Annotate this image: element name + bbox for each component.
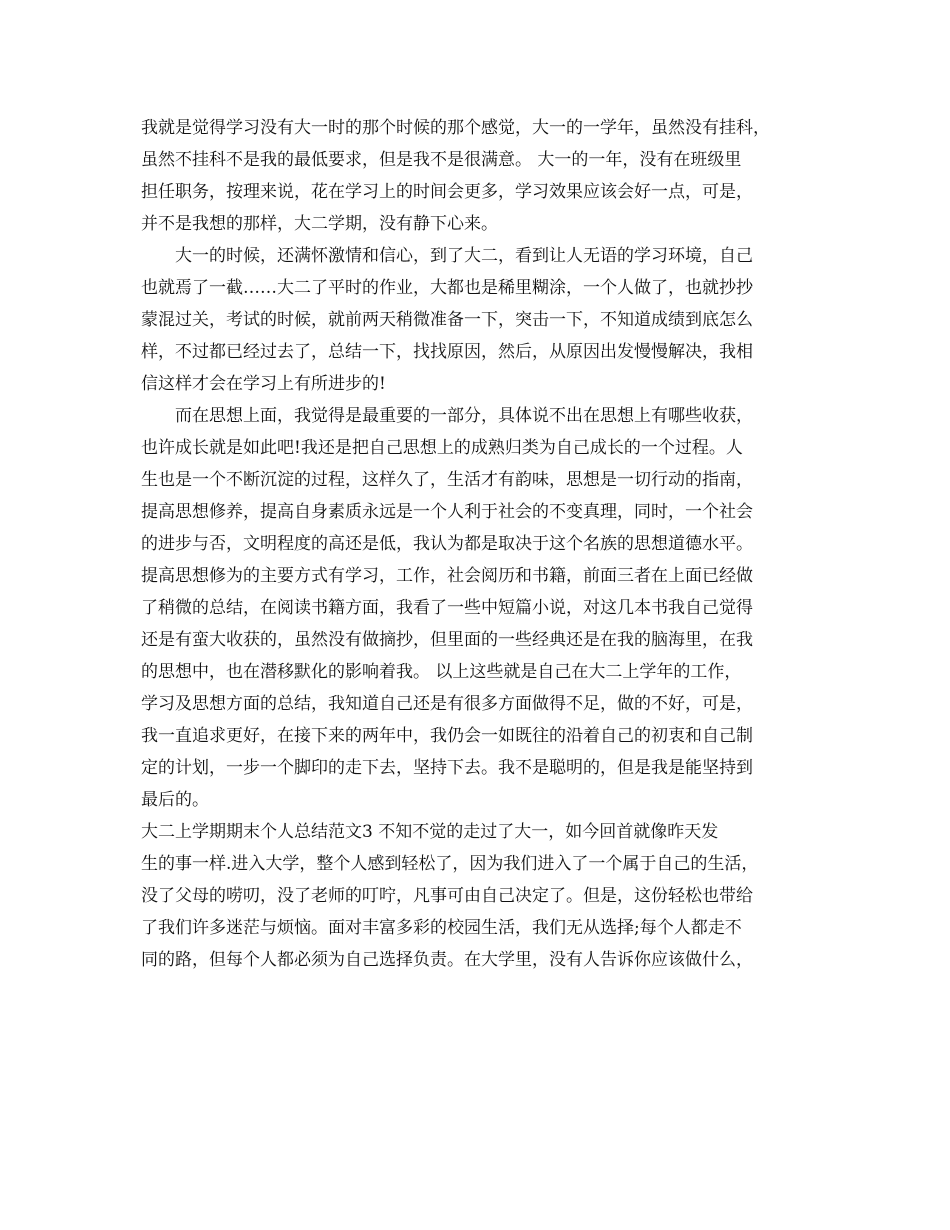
text-line: 了稍微的总结，在阅读书籍方面，我看了一些中短篇小说，对这几本书我自己觉得 — [141, 598, 753, 618]
text-line: 还是有蛮大收获的，虽然没有做摘抄，但里面的一些经典还是在我的脑海里，在我 — [141, 630, 753, 650]
text-line: 定的计划，一步一个脚印的走下去，坚持下去。我不是聪明的，但是我是能坚持到 — [141, 758, 753, 778]
text-line: 蒙混过关，考试的时候，就前两天稍微准备一下，突击一下，不知道成绩到底怎么 — [141, 310, 753, 330]
text-line: 我就是觉得学习没有大一时的那个时候的那个感觉，大一的一学年，虽然没有挂科， — [141, 118, 770, 138]
text-line: 大二上学期期末个人总结范文3 不知不觉的走过了大一，如今回首就像昨天发 — [141, 822, 719, 842]
text-line: 了我们许多迷茫与烦恼。面对丰富多彩的校园生活，我们无从选择;每个人都走不 — [141, 918, 742, 938]
text-line: 虽然不挂科不是我的最低要求，但是我不是很满意。 大一的一年，没有在班级里 — [141, 150, 742, 170]
text-line: 学习及思想方面的总结，我知道自己还是有很多方面做得不足，做的不好，可是， — [141, 694, 753, 714]
text-line: 也就焉了一截……大二了平时的作业，大都也是稀里糊涂，一个人做了，也就抄抄 — [141, 278, 753, 298]
text-line: 提高思想修为的主要方式有学习，工作，社会阅历和书籍，前面三者在上面已经做 — [141, 566, 753, 586]
text-line: 样，不过都已经过去了，总结一下，找找原因，然后，从原因出发慢慢解决，我相 — [141, 342, 753, 362]
body-text — [141, 112, 809, 976]
text-line: 担任职务，按理来说，花在学习上的时间会更多，学习效果应该会好一点，可是， — [141, 182, 753, 202]
text-line: 最后的。 — [141, 790, 209, 810]
text-line: 生也是一个不断沉淀的过程，这样久了，生活才有韵味，思想是一切行动的指南， — [141, 470, 753, 490]
text-line: 的进步与否，文明程度的高还是低，我认为都是取决于这个名族的思想道德水平。 — [141, 534, 753, 554]
text-line: 信这样才会在学习上有所进步的! — [141, 374, 386, 394]
text-line: 大一的时候，还满怀激情和信心，到了大二，看到让人无语的学习环境，自己 — [175, 246, 753, 266]
text-line: 没了父母的唠叨，没了老师的叮咛，凡事可由自己决定了。但是，这份轻松也带给 — [141, 886, 753, 906]
text-line: 的思想中，也在潜移默化的影响着我。 以上这些就是自己在大二上学年的工作， — [141, 662, 742, 682]
text-line: 同的路，但每个人都必须为自己选择负责。在大学里，没有人告诉你应该做什么， — [141, 950, 753, 970]
text-line: 也许成长就是如此吧!我还是把自己思想上的成熟归类为自己成长的一个过程。人 — [141, 438, 743, 458]
text-line: 我一直追求更好，在接下来的两年中，我仍会一如既往的沿着自己的初衷和自己制 — [141, 726, 753, 746]
text-line: 提高思想修养，提高自身素质永远是一个人利于社会的不变真理，同时，一个社会 — [141, 502, 753, 522]
text-line: 生的事一样.进入大学，整个人感到轻松了，因为我们进入了一个属于自己的生活， — [141, 854, 759, 874]
text-line: 并不是我想的那样，大二学期，没有静下心来。 — [141, 214, 498, 234]
text-line: 而在思想上面，我觉得是最重要的一部分，具体说不出在思想上有哪些收获， — [175, 406, 753, 426]
